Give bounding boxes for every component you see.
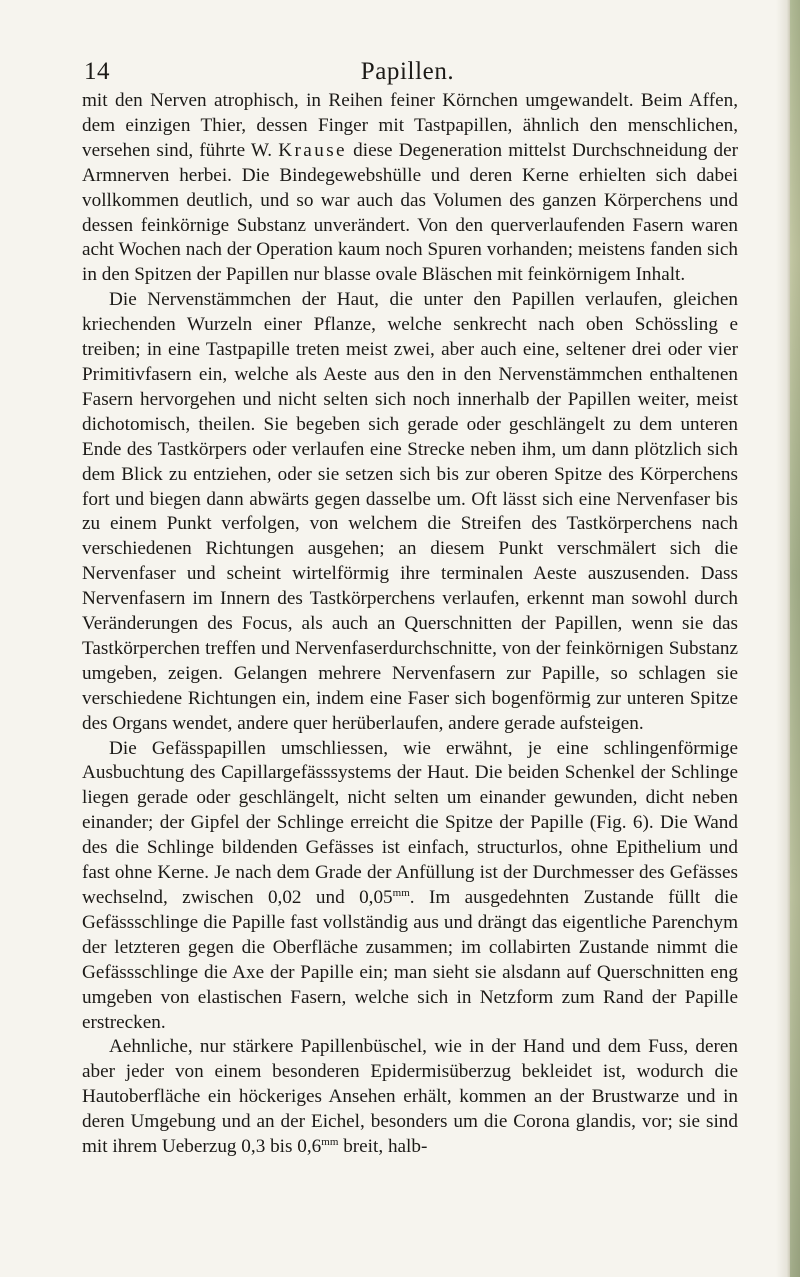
text-run: mit den Nerven atrophisch, in Reihen feiner Körnchen umgewandelt. Beim Affen, dem einzigen Thier, dessen Finger mit Tastpapillen, ähnlich den menschlichen, versehen sind, führte W. [82,90,738,161]
text-run: Die Nervenstämmchen der Haut, die unter den Papillen verlaufen, gleichen kriechenden Wurzeln einer Pflanze, welche senkrecht nach oben Schössling e treiben; in eine Tastpapille treten meist zwei, aber auch eine, seltener drei oder vier Primitivfasern ein, welche als Aeste aus den in den Nervenstämmchen enthaltenen Fasern hervorgehen und nicht selten sich noch innerhalb der Papillen weiter, meist dichotomisch, theilen. Sie begeben sich gerade oder geschlängelt zu dem unteren Ende des Tastkörpers oder verlaufen eine Strecke neben ihm, um dann plötzlich sich dem Blick zu entziehen, oder sie setzen sich bis zur oberen Spitze des Körperchens fort und biegen dann abwärts gegen dasselbe um. Oft lässt sich eine Nervenfaser bis zu einem Punkt verfolgen, von welchem die Streifen des Tastkörperchens nach verschiedenen Richtungen ausgehen; an diesem Punkt verschmälert sich die Nervenfaser und scheint wirtelförmig ihre terminalen Aeste auszusenden. Dass Nervenfasern im Innern des Tastkörperchens verlaufen, erkennt man sowohl durch Veränderungen des Focus, als auch an Querschnitten der Papillen, wenn sie das Tastkörperchen treffen und Nervenfaserdurchschnitte, von der feinkörnigen Substanz umgeben, zeigen. Gelangen mehrere Nervenfasern zur Papille, so schlagen sie verschiedene Richtungen ein, indem eine Faser sich bogenförmig zur unteren Spitze des Organs wendet, andere quer herüberlaufen, andere gerade aufsteigen. [82,289,738,734]
author-name: Krause [278,139,347,161]
unit-superscript: mm [321,1136,339,1149]
body-text [82,89,738,1160]
text-run: diese Degeneration mittelst Durchschneidung der Armnerven herbei. Die Bindegewebshülle und deren Kerne erhielten sich dabei vollkommen deutlich, und so war auch das Volumen des ganzen Körperchens und dessen feinkörnige Substanz unverändert. Von den querverlaufenden Fasern waren acht Wochen nach der Operation kaum noch Spuren vorhanden; meistens fanden sich in den Spitzen der Papillen nur blasse ovale Bläschen mit feinkörnigem Inhalt. [82,139,738,286]
text-run: Aehnliche, nur stärkere Papillenbüschel, wie in der Hand und dem Fuss, deren aber jeder von einem besonderen Epidermisüberzug bekleidet ist, wodurch die Hautoberfläche ein höckeriges Ansehen erhält, kommen an der Brustwarze und in deren Umgebung und an der Eichel, besonders um die Corona glandis, vor; sie sind mit ihrem Ueberzug 0,3 bis 0,6 [82,1036,738,1158]
text-run: breit, halb- [338,1136,428,1158]
running-title: Papillen. [360,58,455,85]
page-header [80,50,735,90]
paragraph [82,89,738,288]
text-run: Die Gefässpapillen umschliessen, wie erwähnt, je eine schlingenförmige Ausbuchtung des Capillargefässsystems der Haut. Die beiden Schenkel der Schlinge liegen gerade oder geschlängelt, nicht selten um einander gewunden, dicht neben einander; der Gipfel der Schlinge erreicht die Spitze der Papille (Fig. 6). Die Wand des die Schlinge bildenden Gefässes ist einfach, structurlos, ohne Epithelium und fast ohne Kerne. Je nach dem Grade der Anfüllung ist der Durchmesser des Gefässes wechselnd, zwischen 0,02 und 0,05 [82,737,738,908]
paragraph [82,288,738,736]
text-run: . Im ausgedehnten Zustande füllt die Gefässschlinge die Papille fast vollständig aus und drängt das eigentliche Parenchym der letzteren gegen die Oberfläche zusammen; im collabirten Zustande nimmt die Gefässschlinge die Axe der Papille ein; man sieht sie alsdann auf Querschnitten eng umgeben von elastischen Fasern, welche sich in Netzform zum Rand der Papille erstrecken. [82,887,738,1033]
page-number: 14 [84,58,110,85]
unit-superscript: mm [392,887,410,899]
paragraph [82,737,738,1036]
paragraph [82,1035,738,1160]
page-edge-binding [790,0,800,1277]
